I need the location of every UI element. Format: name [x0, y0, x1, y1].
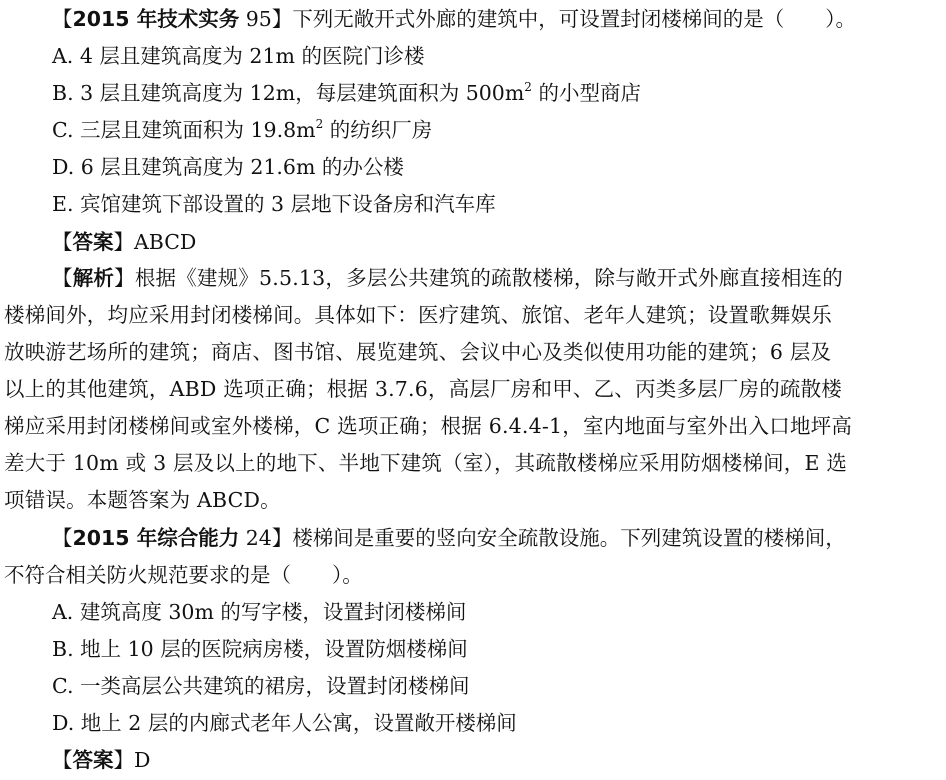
q1-bracket-open: 【 — [52, 7, 73, 31]
q1-analysis-text-1: 根据《建规》5.5.13，多层公共建筑的疏散楼梯，除与敞开式外廊直接相连的 — [134, 266, 843, 290]
q2-bracket-close: 】 — [271, 526, 293, 550]
q2-answer-open: 【 — [52, 748, 73, 772]
q1-analysis-line-7: 项错误。本题答案为 ABCD。 — [4, 488, 281, 512]
q1-answer-label: 答案 — [72, 230, 114, 254]
q1-source: 2015 年技术实务 — [72, 7, 240, 31]
q2-number: 24 — [239, 526, 272, 550]
q2-stem-line-2: 不符合相关防火规范要求的是（ ）。 — [4, 563, 363, 587]
q2-option-c: C. 一类高层公共建筑的裙房，设置封闭楼梯间 — [52, 674, 470, 698]
q1-option-c-sup: 2 — [315, 117, 324, 131]
q1-option-d: D. 6 层且建筑高度为 21.6m 的办公楼 — [52, 155, 404, 179]
q1-analysis-close: 】 — [114, 266, 135, 290]
q1-option-e: E. 宾馆建筑下部设置的 3 层地下设备房和汽车库 — [52, 192, 496, 216]
q1-analysis-line-4: 以上的其他建筑，ABD 选项正确；根据 3.7.6，高层厂房和甲、乙、丙类多层厂房的疏散楼 — [4, 377, 842, 401]
q1-option-c-tail: 的纺织厂房 — [323, 118, 433, 142]
q1-option-b — [52, 80, 641, 106]
q2-option-a: A. 建筑高度 30m 的写字楼，设置封闭楼梯间 — [52, 600, 467, 624]
q1-analysis-line-3: 放映游艺场所的建筑；商店、图书馆、展览建筑、会议中心及类似使用功能的建筑；6 层及 — [4, 340, 832, 364]
q1-number: 95 — [239, 7, 272, 31]
q2-option-d: D. 地上 2 层的内廊式老年人公寓，设置敞开楼梯间 — [52, 711, 517, 735]
q1-analysis-line-6: 差大于 10m 或 3 层及以上的地下、半地下建筑（室），其疏散楼梯应采用防烟楼梯间，E 选 — [4, 451, 848, 475]
q1-analysis-line-1 — [52, 265, 843, 291]
q2-answer-close: 】 — [113, 748, 134, 772]
q1-analysis-label: 解析 — [72, 266, 115, 290]
q1-analysis-line-5: 梯应采用封闭楼梯间或室外楼梯，C 选项正确；根据 6.4.4-1，室内地面与室外出入口地坪高 — [4, 414, 853, 438]
q2-answer-value: D — [134, 748, 151, 772]
q1-answer-open: 【 — [52, 230, 73, 254]
q2-stem-1: 楼梯间是重要的竖向安全疏散设施。下列建筑设置的楼梯间， — [292, 526, 846, 550]
q1-header — [52, 6, 856, 32]
q2-bracket-open: 【 — [52, 526, 73, 550]
q1-option-c-text: C. 三层且建筑面积为 19.8m — [52, 118, 316, 142]
q1-analysis-line-2: 楼梯间外，均应采用封闭楼梯间。具体如下：医疗建筑、旅馆、老年人建筑；设置歌舞娱乐 — [4, 303, 832, 327]
q1-option-a: A. 4 层且建筑高度为 21m 的医院门诊楼 — [52, 44, 425, 68]
q2-answer — [52, 747, 150, 773]
q1-analysis-open: 【 — [52, 266, 73, 290]
q2-answer-label: 答案 — [72, 748, 114, 772]
q1-option-b-sup: 2 — [524, 80, 532, 94]
q1-answer — [52, 229, 196, 255]
q2-option-b: B. 地上 10 层的医院病房楼，设置防烟楼梯间 — [52, 637, 468, 661]
q1-option-b-text: B. 3 层且建筑高度为 12m，每层建筑面积为 500m — [52, 81, 525, 105]
q1-option-b-tail: 的小型商店 — [531, 81, 641, 105]
q2-header — [52, 525, 846, 551]
q1-answer-close: 】 — [113, 230, 134, 254]
q1-bracket-close: 】 — [271, 7, 293, 31]
q1-option-c — [52, 117, 432, 143]
q2-source: 2015 年综合能力 — [72, 526, 240, 550]
q1-answer-value: ABCD — [134, 230, 197, 254]
q1-stem: 下列无敞开式外廊的建筑中，可设置封闭楼梯间的是（ ）。 — [292, 7, 857, 31]
